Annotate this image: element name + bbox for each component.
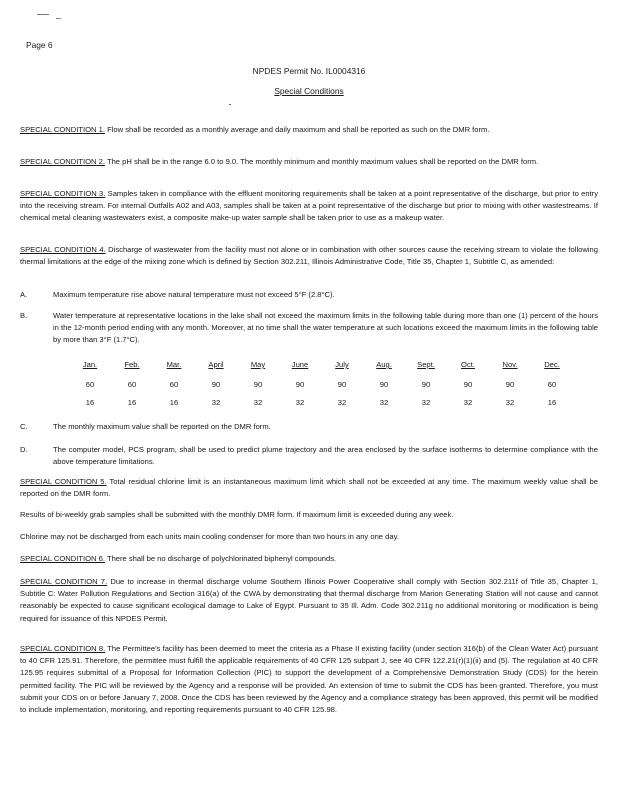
condition-text: Due to increase in thermal discharge volume Southern Illinois Power Cooperative shall comply with Section 302.211f of Title 35, Chapter 1, Subtitle C: Water Pollution Regulations and Section 316(a) of the CWA by demonstrating that thermal discharge from Marion Generating Station will not cause and cannot reasonably be expected to cause significant ecological damage to Lake of Egypt. Pursuant to 35 Ill. Adm. Code 302.211g no additional monitoring or modification is being required for issuance of this NPDES Permit. (20, 577, 598, 623)
month-jan: Jan. (82, 360, 98, 369)
limit-row-celsius (70, 398, 570, 410)
item-letter: B. (20, 311, 28, 320)
condition-5-results: Results of bi-weekly grab samples shall be submitted with the monthly DMR form. If maximum limit is exceeded during any week. (20, 510, 454, 519)
limit-value: 90 (253, 380, 263, 389)
special-condition-8 (20, 643, 598, 716)
limit-value: 60 (169, 380, 179, 389)
month-may: May (250, 360, 266, 369)
limit-value: 16 (127, 398, 137, 407)
limit-value: 32 (295, 398, 305, 407)
section-title: Special Conditions (274, 86, 344, 96)
month-feb: Feb. (124, 360, 140, 369)
limit-value: 90 (421, 380, 431, 389)
condition-text: The pH shall be in the range 6.0 to 9.0. The monthly minimum and monthly maximum values shall be reported on the DMR form. (104, 157, 539, 166)
condition-label: SPECIAL CONDITION 8. (20, 644, 106, 653)
month-header-row (70, 360, 570, 372)
condition-text: Total residual chlorine limit is an instantaneous maximum limit which shall not be exceeded at any time. The maximum weekly value shall be reported on the DMR form. (20, 477, 598, 499)
item-letter: D. (20, 445, 28, 454)
month-jul: July (335, 360, 349, 369)
special-condition-6 (20, 553, 598, 565)
month-aug: Aug. (376, 360, 392, 369)
limit-value: 32 (379, 398, 389, 407)
condition-text: Samples taken in compliance with the effluent monitoring requirements shall be taken at a point representative of the discharge, but prior to entry into the receiving stream. For internal Outfalls A02 and A03, samples shall be taken at a point representative of the discharge but prior to mixing with other wastestreams. If chemical metal cleaning wastewaters exist, a composite make-up water sample shall be taken prior to use as a makeup water. (20, 189, 598, 223)
limit-value: 90 (211, 380, 221, 389)
permit-number: NPDES Permit No. IL0004316 (252, 66, 366, 76)
item-letter: C. (20, 422, 28, 431)
limit-value: 90 (463, 380, 473, 389)
condition-label: SPECIAL CONDITION 7. (20, 577, 108, 586)
limit-value: 60 (547, 380, 557, 389)
limit-value: 32 (505, 398, 515, 407)
limit-value: 32 (337, 398, 347, 407)
scan-mark (229, 104, 231, 105)
limit-row-fahrenheit (70, 380, 570, 392)
special-condition-7 (20, 576, 598, 625)
limit-value: 90 (505, 380, 515, 389)
item-text: The monthly maximum value shall be reported on the DMR form. (53, 422, 271, 431)
condition-label: SPECIAL CONDITION 2. (20, 157, 105, 166)
limit-value: 32 (463, 398, 473, 407)
item-text: The computer model, PCS program, shall be used to predict plume trajectory and the area enclosed by the surface isotherms to determine compliance with the above temperature limitations. (53, 445, 598, 467)
limit-value: 90 (337, 380, 347, 389)
condition-text: Discharge of wastewater from the facility must not alone or in combination with other sources cause the receiving stream to violate the following thermal limitations at the edge of the mixing zone which is defined by Section 302.211, Illinois Administrative Code, Title 35, Chapter 1, Subtitle C, as amended: (20, 245, 598, 267)
condition-5-chlorine: Chlorine may not be discharged from each units main cooling condenser for more than two hours in any one day. (20, 532, 399, 541)
month-jun: June (291, 360, 309, 369)
month-apr: April (208, 360, 224, 369)
condition-label: SPECIAL CONDITION 4. (20, 245, 106, 254)
item-text: Maximum temperature rise above natural temperature must not exceed 5°F (2.8°C). (53, 290, 335, 299)
condition-text: There shall be no discharge of polychlorinated biphenyl compounds. (104, 554, 337, 563)
special-condition-5 (20, 476, 598, 500)
month-sep: Sept. (417, 360, 435, 369)
limit-value: 16 (85, 398, 95, 407)
limit-value: 32 (211, 398, 221, 407)
special-condition-3 (20, 188, 598, 225)
special-condition-4 (20, 244, 598, 268)
condition-label: SPECIAL CONDITION 6. (20, 554, 105, 563)
limit-value: 60 (85, 380, 95, 389)
page-number: Page 6 (26, 40, 53, 50)
item-letter: A. (20, 290, 28, 299)
condition-label: SPECIAL CONDITION 1. (20, 125, 105, 134)
limit-value: 32 (421, 398, 431, 407)
month-nov: Nov. (502, 360, 518, 369)
month-dec: Dec. (544, 360, 560, 369)
limit-value: 16 (547, 398, 557, 407)
condition-label: SPECIAL CONDITION 5. (20, 477, 107, 486)
condition-label: SPECIAL CONDITION 3. (20, 189, 106, 198)
condition-text: Flow shall be recorded as a monthly average and daily maximum and shall be reported as such on the DMR form. (104, 125, 490, 134)
month-oct: Oct. (461, 360, 475, 369)
limit-value: 90 (295, 380, 305, 389)
item-text: Water temperature at representative locations in the lake shall not exceed the maximum limits in the following table during more than one (1) percent of the hours in the 12-month period ending with any month. Moreover, at no time shall the water temperature at such locations exceed the maximum limits in the following table by more than 3°F (1.7°C). (53, 311, 598, 345)
limit-value: 32 (253, 398, 263, 407)
scan-mark (37, 14, 49, 15)
scan-mark (56, 18, 61, 19)
month-mar: Mar. (166, 360, 182, 369)
special-condition-1 (20, 124, 598, 136)
condition-text: The Permittee's facility has been deemed to meet the criteria as a Phase II existing facility (under section 316(b) of the Clean Water Act) pursuant to 40 CFR 125.91. Therefore, the permittee must fulfill the applicable requirements of 40 CFR 125 subpart J, see 40 CFR 122.21(r)(1)(ii) and (5). The regulation at 40 CFR 125.95 requires submittal of a Proposal for Information Collection (PIC) to support the development of a Comprehensive Demonstration Study (CDS) for the herein permitted facility. The PIC will be reviewed by the Agency and a response will be provided. An extension of time to submit the CDS has been granted. Therefore, you must submit your CDS on or before January 7, 2008. Once the CDS has been reviewed by the Agency and a compliance strategy has been approved, this permit will be modified to include implementation, monitoring, and reporting requirements pursuant to 40 CFR 125.98. (20, 644, 598, 715)
limit-value: 90 (379, 380, 389, 389)
limit-value: 60 (127, 380, 137, 389)
special-condition-2 (20, 156, 598, 168)
limit-value: 16 (169, 398, 179, 407)
